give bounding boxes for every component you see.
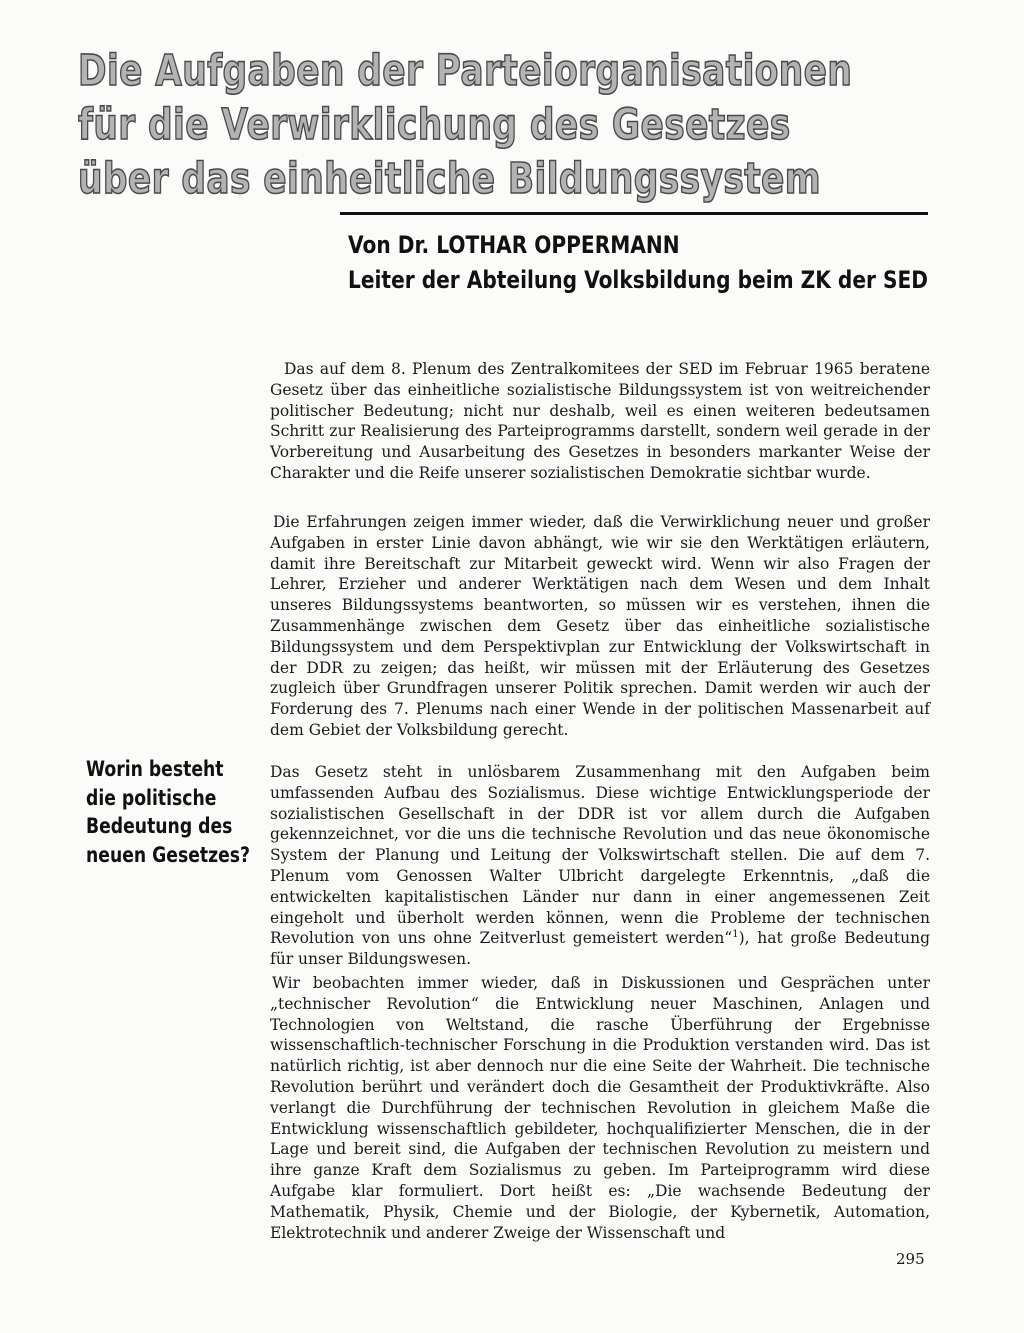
footnote-marker: 1	[732, 929, 739, 941]
body-paragraph	[270, 762, 930, 970]
article-title	[78, 44, 853, 206]
author-name: Von Dr. LOTHAR OPPERMANN	[348, 231, 680, 259]
title-line: für die Verwirklichung des Gesetzes	[78, 100, 791, 150]
page-number: 295	[896, 1250, 925, 1268]
author-position: Leiter der Abteilung Volksbildung beim ZK der SED	[348, 266, 928, 294]
margin-heading	[86, 755, 276, 869]
title-line: Die Aufgaben der Parteiorganisationen	[78, 46, 853, 96]
margin-heading-line: die politische	[86, 785, 217, 810]
byline-rule	[340, 212, 928, 215]
body-paragraph: Die Erfahrungen zeigen immer wieder, daß die Verwirklichung neuer und großer Aufgaben in erster Linie davon abhängt, wie wir sie den Werktätigen erläutern, damit ihre Bereitschaft zur Mitarbeit geweckt wird. Wenn wir also Fragen der Lehrer, Erzieher und anderer Werktätigen nach dem Wesen und dem Inhalt unseres Bildungssystems beantworten, so müssen wir es verstehen, ihnen die Zusammenhänge zwischen dem Gesetz über das einheitliche sozialistische Bildungssystem und dem Perspektivplan zur Entwicklung der Volkswirtschaft in der DDR zu zeigen; das heißt, wir müssen mit der Erläuterung des Gesetzes zugleich über Grundfragen unserer Politik sprechen. Damit werden wir auch der Forderung des 7. Plenums nach einer Wende in der politischen Massenarbeit auf dem Gebiet der Volksbildung gerecht.	[270, 513, 930, 739]
title-line: über das einheitliche Bildungssystem	[78, 154, 822, 204]
byline	[348, 228, 1024, 298]
body-paragraph: Das auf dem 8. Plenum des Zentralkomitees der SED im Februar 1965 beratene Gesetz über das einheitliche sozialistische Bildungssystem ist von weitreichender politischer Bedeutung; nicht nur deshalb, weil es einen weiteren bedeutsamen Schritt zur Realisierung des Parteiprogramms darstellt, sondern weil gerade in der Vorbereitung und Ausarbeitung des Gesetzes in besonders markanter Weise der Charakter und die Reife unserer sozialistischen Demokratie sichtbar wurde.	[270, 360, 930, 482]
paragraph-text: Das Gesetz steht in unlösbarem Zusammenhang mit den Aufgaben beim umfassenden Aufbau des Sozialismus. Diese wichtige Entwicklungsperiode der sozialistischen Gesellschaft in der DDR ist vor allem durch die Aufgaben gekennzeichnet, vor die uns die technische Revolution und das neue ökonomische System der Planung und Leitung der Volkswirtschaft stellen. Die auf dem 7. Plenum vom Genossen Walter Ulbricht dargelegte Erkenntnis, „daß die entwickelten kapitalistischen Länder nur dann in einer angemessenen Zeit eingeholt und überholt werden können, wenn die Probleme der technischen Revolution von uns ohne Zeitverlust gemeistert werden“	[270, 763, 930, 948]
body-paragraph: Wir beobachten immer wieder, daß in Diskussionen und Gesprächen unter „technischer Revolution“ die Entwicklung neuer Maschinen, Anlagen und Technologien von Weltstand, die rasche Überführung der Ergebnisse wissenschaftlich-technischer Forschung in die Produktion verstanden wird. Das ist natürlich richtig, ist aber dennoch nur die eine Seite der Wahrheit. Die technische Revolution berührt und verändert doch die Gesamtheit der Produktivkräfte. Also verlangt die Durchführung der technischen Revolution in gleichem Maße die Entwicklung wissenschaftlich gebildeter, hochqualifizierter Menschen, die in der Lage und bereit sind, die Aufgaben der technischen Revolution zu meistern und ihre ganze Kraft dem Sozialismus zu geben. Im Parteiprogramm wird diese Aufgabe klar formuliert. Dort heißt es: „Die wachsende Bedeutung der Mathematik, Physik, Chemie und der Biologie, der Kybernetik, Automation, Elektrotechnik und anderer Zweige der Wissenschaft und	[270, 974, 930, 1242]
margin-heading-line: neuen Gesetzes?	[86, 842, 251, 867]
paragraph-text: ), hat große Bedeutung für unser Bildungswesen.	[270, 929, 930, 969]
margin-heading-line: Bedeutung des	[86, 814, 233, 838]
margin-heading-line: Worin besteht	[86, 757, 224, 781]
